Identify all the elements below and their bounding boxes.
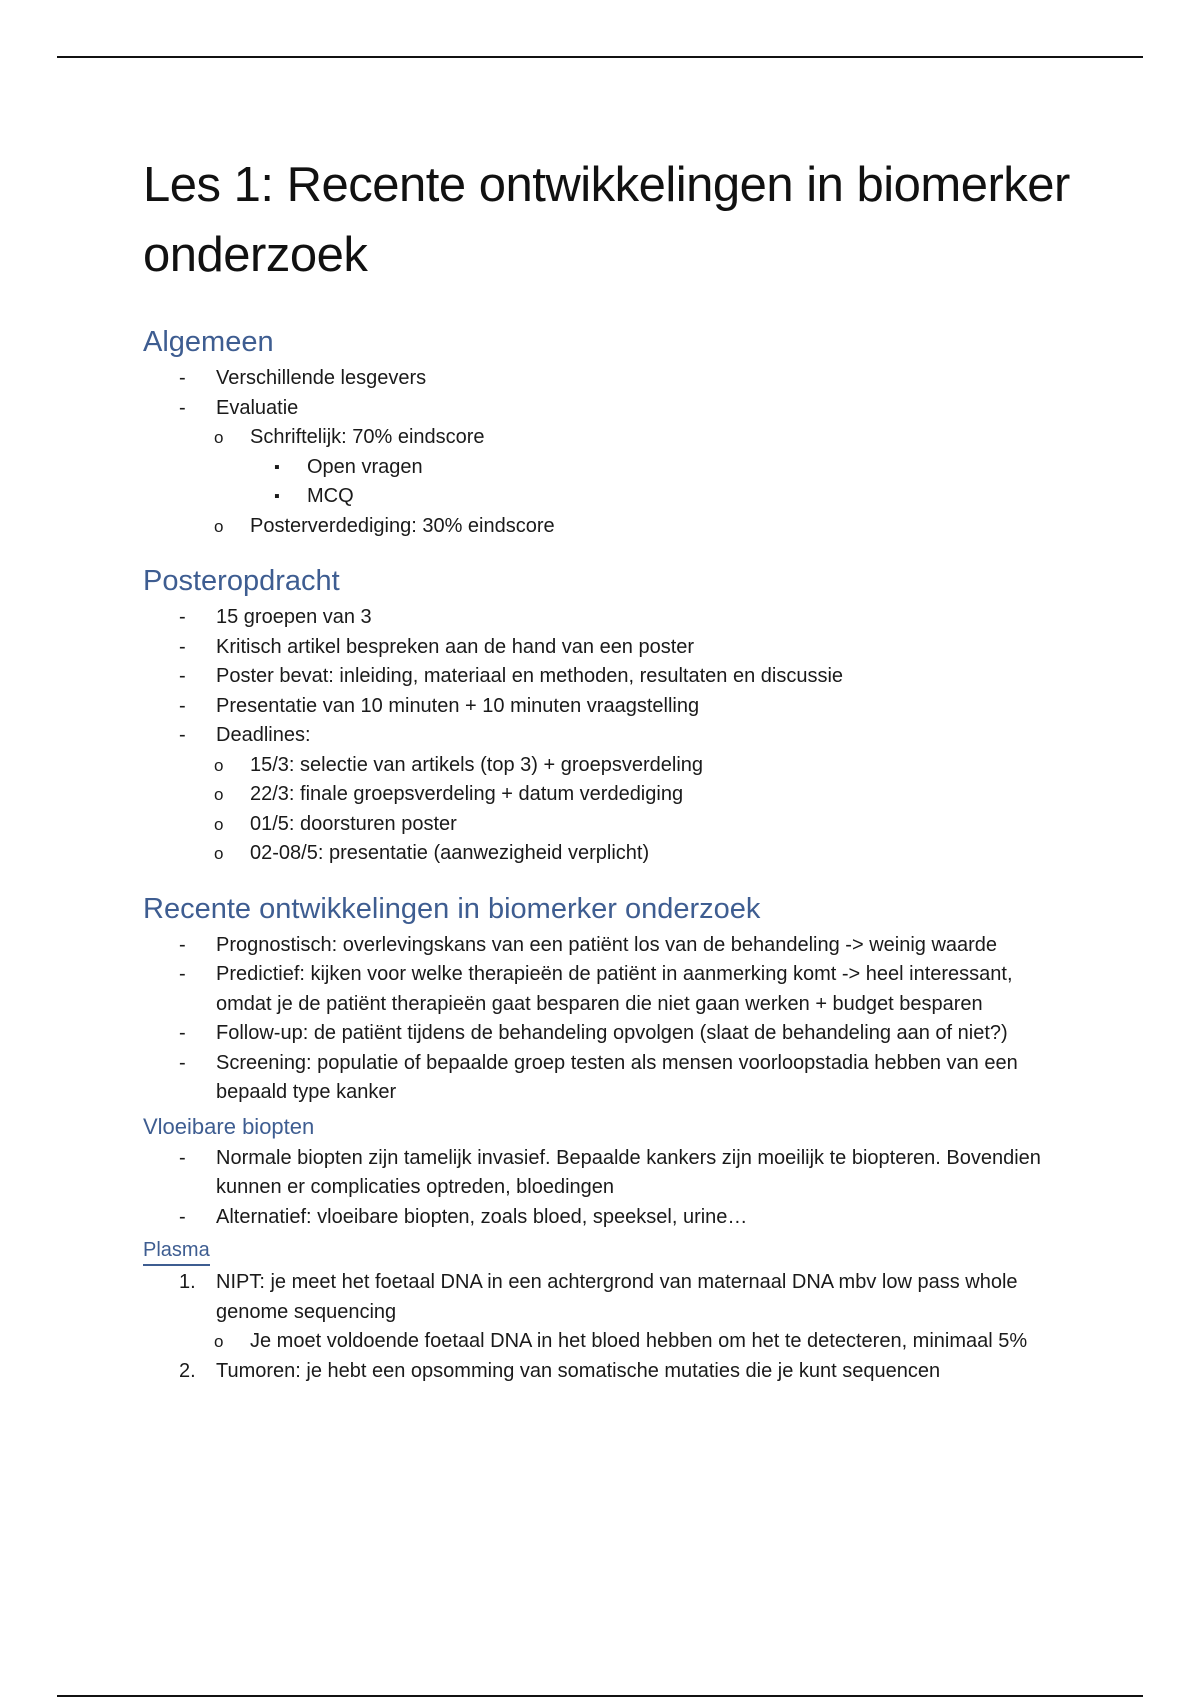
- recente-list: [143, 931, 1073, 1108]
- dash-bullet: -: [179, 1051, 186, 1074]
- list-item: - Verschillende lesgevers: [143, 364, 1073, 394]
- plasma-list: [143, 1268, 1073, 1386]
- square-bullet: ▪: [274, 488, 280, 505]
- circle-bullet: o: [214, 516, 224, 536]
- list-item: ▪ MCQ: [143, 482, 1073, 512]
- top-rule: [57, 56, 1143, 58]
- dash-bullet: -: [179, 724, 186, 746]
- section-heading-algemeen: Algemeen: [143, 326, 274, 358]
- list-item: o Schriftelijk: 70% eindscore: [143, 423, 1073, 453]
- dash-bullet: -: [179, 396, 186, 419]
- circle-bullet: o: [214, 814, 224, 834]
- document-body: [143, 150, 1073, 1390]
- dash-bullet: -: [179, 1205, 186, 1228]
- list-item: o Posterverdediging: 30% eindscore: [143, 512, 1073, 542]
- list-item: - Poster bevat: inleiding, materiaal en methoden, resultaten en discussie: [143, 662, 1073, 692]
- list-item: - Deadlines:: [143, 721, 1073, 751]
- list-item: ▪ Open vragen: [143, 453, 1073, 483]
- list-item: o 15/3: selectie van artikels (top 3) + groepsverdeling: [143, 751, 1073, 781]
- dash-bullet: -: [179, 635, 186, 658]
- dash-bullet: -: [179, 1022, 186, 1044]
- circle-bullet: o: [214, 755, 224, 775]
- algemeen-list: [143, 364, 1073, 541]
- list-item: - Predictief: kijken voor welke therapieën de patiënt in aanmerking komt -> heel interessant, omdat je de patiënt therapieën gaat besparen die niet gaan werken + budget besparen: [143, 960, 1073, 1019]
- list-item: - Evaluatie: [143, 394, 1073, 424]
- page-title: Les 1: Recente ontwikkelingen in biomerker onderzoek: [143, 158, 1070, 282]
- section-vloeibare-biopten: [143, 1112, 1073, 1233]
- section-plasma: [143, 1236, 1073, 1386]
- square-bullet: ▪: [274, 458, 280, 476]
- circle-bullet: o: [214, 428, 224, 447]
- list-item: - Prognostisch: overlevingskans van een patiënt los van de behandeling -> weinig waarde: [143, 931, 1073, 961]
- posteropdracht-list: [143, 603, 1073, 869]
- list-item: o 02-08/5: presentatie (aanwezigheid verplicht): [143, 839, 1073, 869]
- section-heading-posteropdracht: Posteropdracht: [143, 565, 340, 597]
- section-recente-ontwikkelingen: [143, 891, 1073, 1108]
- dash-bullet: -: [179, 367, 186, 389]
- dash-bullet: -: [179, 963, 186, 985]
- list-number: 2.: [179, 1359, 196, 1382]
- list-item: - Kritisch artikel bespreken aan de hand van een poster: [143, 633, 1073, 663]
- dash-bullet: -: [179, 606, 186, 628]
- section-posteropdracht: [143, 563, 1073, 869]
- list-item: - Follow-up: de patiënt tijdens de behandeling opvolgen (slaat de behandeling aan of niet?): [143, 1019, 1073, 1049]
- section-algemeen: [143, 324, 1073, 541]
- bottom-rule: [57, 1695, 1143, 1697]
- list-item: 2. Tumoren: je hebt een opsomming van somatische mutaties die je kunt sequencen: [143, 1357, 1073, 1387]
- list-item: - Normale biopten zijn tamelijk invasief. Bepaalde kankers zijn moeilijk te biopteren. Bovendien kunnen er complicaties optreden, bloedingen: [143, 1144, 1073, 1203]
- list-item: - Presentatie van 10 minuten + 10 minuten vraagstelling: [143, 692, 1073, 722]
- dash-bullet: -: [179, 933, 186, 956]
- list-item: o 22/3: finale groepsverdeling + datum verdediging: [143, 780, 1073, 810]
- dash-bullet: -: [179, 665, 186, 687]
- circle-bullet: o: [214, 1332, 224, 1351]
- subsection-heading-plasma: Plasma: [143, 1236, 210, 1266]
- list-item: - Alternatief: vloeibare biopten, zoals bloed, speeksel, urine…: [143, 1203, 1073, 1233]
- subsection-heading-vloeibare: Vloeibare biopten: [143, 1113, 315, 1139]
- list-item: 1. NIPT: je meet het foetaal DNA in een achtergrond van maternaal DNA mbv low pass whole genome sequencing: [143, 1268, 1073, 1327]
- list-item: o Je moet voldoende foetaal DNA in het bloed hebben om het te detecteren, minimaal 5%: [143, 1327, 1073, 1357]
- section-heading-recente: Recente ontwikkelingen in biomerker onderzoek: [143, 892, 761, 925]
- vloeibare-list: [143, 1144, 1073, 1233]
- list-item: o 01/5: doorsturen poster: [143, 810, 1073, 840]
- list-item: - Screening: populatie of bepaalde groep testen als mensen voorloopstadia hebben van een bepaald type kanker: [143, 1049, 1073, 1108]
- list-item: - 15 groepen van 3: [143, 603, 1073, 633]
- circle-bullet: o: [214, 844, 224, 863]
- list-number: 1.: [179, 1271, 196, 1293]
- dash-bullet: -: [179, 694, 186, 717]
- dash-bullet: -: [179, 1146, 186, 1169]
- circle-bullet: o: [214, 785, 224, 804]
